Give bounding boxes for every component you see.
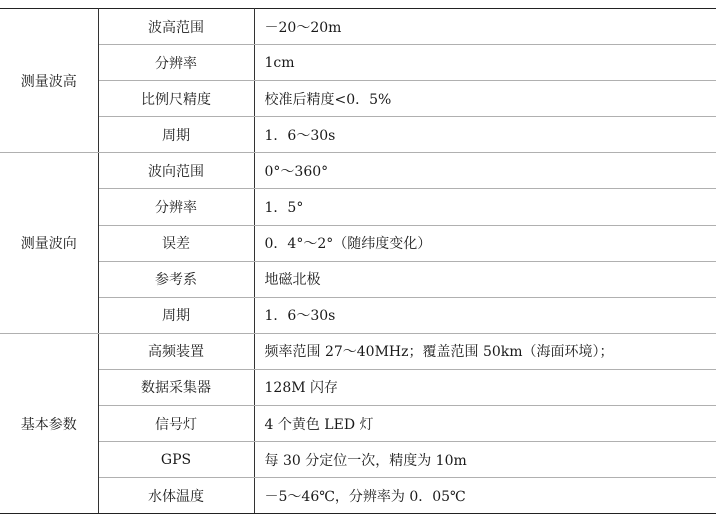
param-label: 参考系 <box>98 261 254 297</box>
table-row <box>0 333 716 369</box>
param-value: 0°～360° <box>254 153 716 189</box>
param-value: 校准后精度<0．5% <box>254 81 716 117</box>
param-value: 1cm <box>254 45 716 81</box>
table-row <box>0 117 716 153</box>
param-value: 128M 闪存 <box>254 369 716 405</box>
param-label: 高频装置 <box>98 333 254 369</box>
group-label-basic-params: 基本参数 <box>0 333 98 513</box>
param-label: 分辨率 <box>98 189 254 225</box>
param-value: 4 个黄色 LED 灯 <box>254 406 716 442</box>
param-value: 地磁北极 <box>254 261 716 297</box>
param-label: 周期 <box>98 117 254 153</box>
group-label-wave-direction: 测量波向 <box>0 153 98 333</box>
param-value: 1．6～30s <box>254 117 716 153</box>
table-row <box>0 406 716 442</box>
param-value: 1．6～30s <box>254 297 716 333</box>
table-row <box>0 442 716 478</box>
param-label: GPS <box>98 442 254 478</box>
table-row <box>0 369 716 405</box>
table-row <box>0 81 716 117</box>
param-label: 数据采集器 <box>98 369 254 405</box>
table-row <box>0 261 716 297</box>
param-value: －20～20m <box>254 9 716 45</box>
param-value: 0．4°～2°（随纬度变化） <box>254 225 716 261</box>
param-label: 水体温度 <box>98 478 254 514</box>
param-label: 比例尺精度 <box>98 81 254 117</box>
table-row <box>0 45 716 81</box>
param-label: 周期 <box>98 297 254 333</box>
table-row <box>0 9 716 45</box>
table-row <box>0 478 716 514</box>
param-label: 波高范围 <box>98 9 254 45</box>
param-value: －5～46℃，分辨率为 0．05℃ <box>254 478 716 514</box>
specification-table <box>0 8 716 514</box>
param-label: 分辨率 <box>98 45 254 81</box>
group-label-wave-height: 测量波高 <box>0 9 98 153</box>
param-label: 信号灯 <box>98 406 254 442</box>
table-row <box>0 189 716 225</box>
param-value: 每 30 分定位一次，精度为 10m <box>254 442 716 478</box>
table-row <box>0 297 716 333</box>
table-row <box>0 225 716 261</box>
param-value: 1．5° <box>254 189 716 225</box>
param-value: 频率范围 27～40MHz；覆盖范围 50km（海面环境）； <box>254 333 716 369</box>
table-row <box>0 153 716 189</box>
param-label: 波向范围 <box>98 153 254 189</box>
param-label: 误差 <box>98 225 254 261</box>
